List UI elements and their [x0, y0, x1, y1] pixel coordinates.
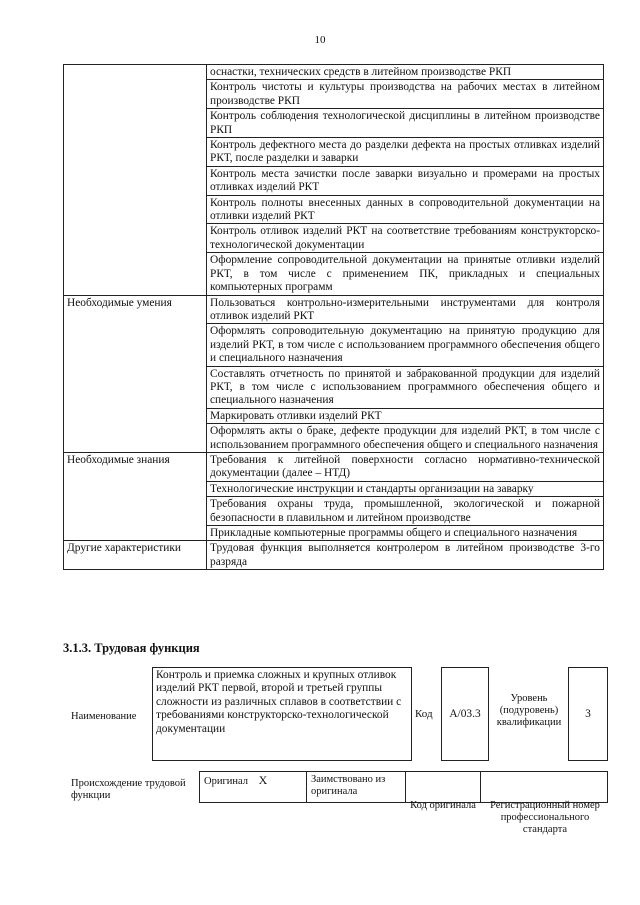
row-content: Технологические инструкции и стандарты организации на заварку: [207, 481, 604, 496]
code-value: A/03.3: [449, 708, 481, 720]
row-content: оснастки, технических средств в литейном производстве РКП: [207, 65, 604, 80]
borrowed-cell: [307, 772, 406, 803]
origin-table: [199, 771, 608, 803]
table-row: [64, 65, 604, 80]
code-box: [441, 667, 489, 761]
row-content: Пользоваться контрольно-измерительными инструментами для контроля отливок изделий РКТ: [207, 295, 604, 324]
row-content: Маркировать отливки изделий РКТ: [207, 408, 604, 423]
original-mark: X: [258, 773, 268, 787]
row-content: Оформление сопроводительной документации на принятые отливки изделий РКТ, в том числе с применением ПК, прикладных и специальных компьютерных программ: [207, 253, 604, 295]
level-box: [568, 667, 608, 761]
table-row: [64, 452, 604, 481]
original-code-caption: Код оригинала: [410, 800, 476, 811]
original-code-cell: [406, 772, 481, 803]
row-content: Требования охраны труда, промышленной, экологической и пожарной безопасности в плавильном и литейном производстве: [207, 497, 604, 526]
row-content: Прикладные компьютерные программы общего и специального назначения: [207, 526, 604, 541]
code-label: Код: [415, 708, 433, 720]
row-content: Контроль дефектного места до разделки дефекта на простых отливках изделий РКТ, после разделки и заварки: [207, 138, 604, 167]
row-content: Контроль соблюдения технологической дисциплины в литейном производстве РКП: [207, 109, 604, 138]
page-number: 10: [314, 34, 326, 46]
origin-label: Происхождение трудовой функции: [71, 778, 186, 801]
competency-table: [63, 64, 604, 570]
row-header: [64, 65, 207, 296]
original-cell: [200, 772, 307, 803]
name-label: Наименование: [71, 711, 137, 722]
row-content: Контроль отливок изделий РКТ на соответствие требованиям конструкторско-технологической документации: [207, 224, 604, 253]
row-content: Оформлять сопроводительную документацию на принятую продукцию для изделий РКТ, в том числе с использованием программного обеспечения общего и специального назначения: [207, 324, 604, 366]
borrowed-label: Заимствовано из оригинала: [311, 774, 386, 797]
level-value: 3: [585, 708, 591, 720]
row-content: Контроль места зачистки после заварки визуально и промерами на простых отливках изделий РКТ: [207, 166, 604, 195]
qualification-level-label: Уровень (подуровень) квалификации: [496, 693, 562, 728]
reg-number-cell: [481, 772, 608, 803]
section-title: 3.1.3. Трудовая функция: [63, 641, 200, 655]
reg-number-caption: Регистрационный номер профессионального стандарта: [490, 800, 600, 835]
row-content: Контроль полноты внесенных данных в сопроводительной документации на отливки изделий РКТ: [207, 195, 604, 224]
row-content: Требования к литейной поверхности согласно нормативно-технической документации (далее – НТД): [207, 452, 604, 481]
row-content: Составлять отчетность по принятой и забракованной продукции для изделий РКТ, в том числе с использованием программного обеспечения общего и специального назначения: [207, 366, 604, 408]
row-content: Трудовая функция выполняется контролером в литейном производстве 3-го разряда: [207, 541, 604, 570]
function-name-value: Контроль и приемка сложных и крупных отливок изделий РКТ первой, второй и третьей группы сложности из различных сплавов в соответствии с требованиями конструкторско-технологической документации: [156, 669, 402, 735]
original-label: Оригинал: [204, 776, 248, 787]
row-content: Оформлять акты о браке, дефекте продукции для изделий РКТ, в том числе с использованием программного обеспечения общего и специального назначения: [207, 424, 604, 453]
row-header: Другие характеристики: [64, 541, 207, 570]
row-content: Контроль чистоты и культуры производства на рабочих местах в литейном производстве РКП: [207, 80, 604, 109]
row-header: Необходимые знания: [64, 452, 207, 540]
function-name-box: [152, 667, 412, 761]
row-header: Необходимые умения: [64, 295, 207, 452]
table-row: [64, 295, 604, 324]
table-row: [64, 541, 604, 570]
